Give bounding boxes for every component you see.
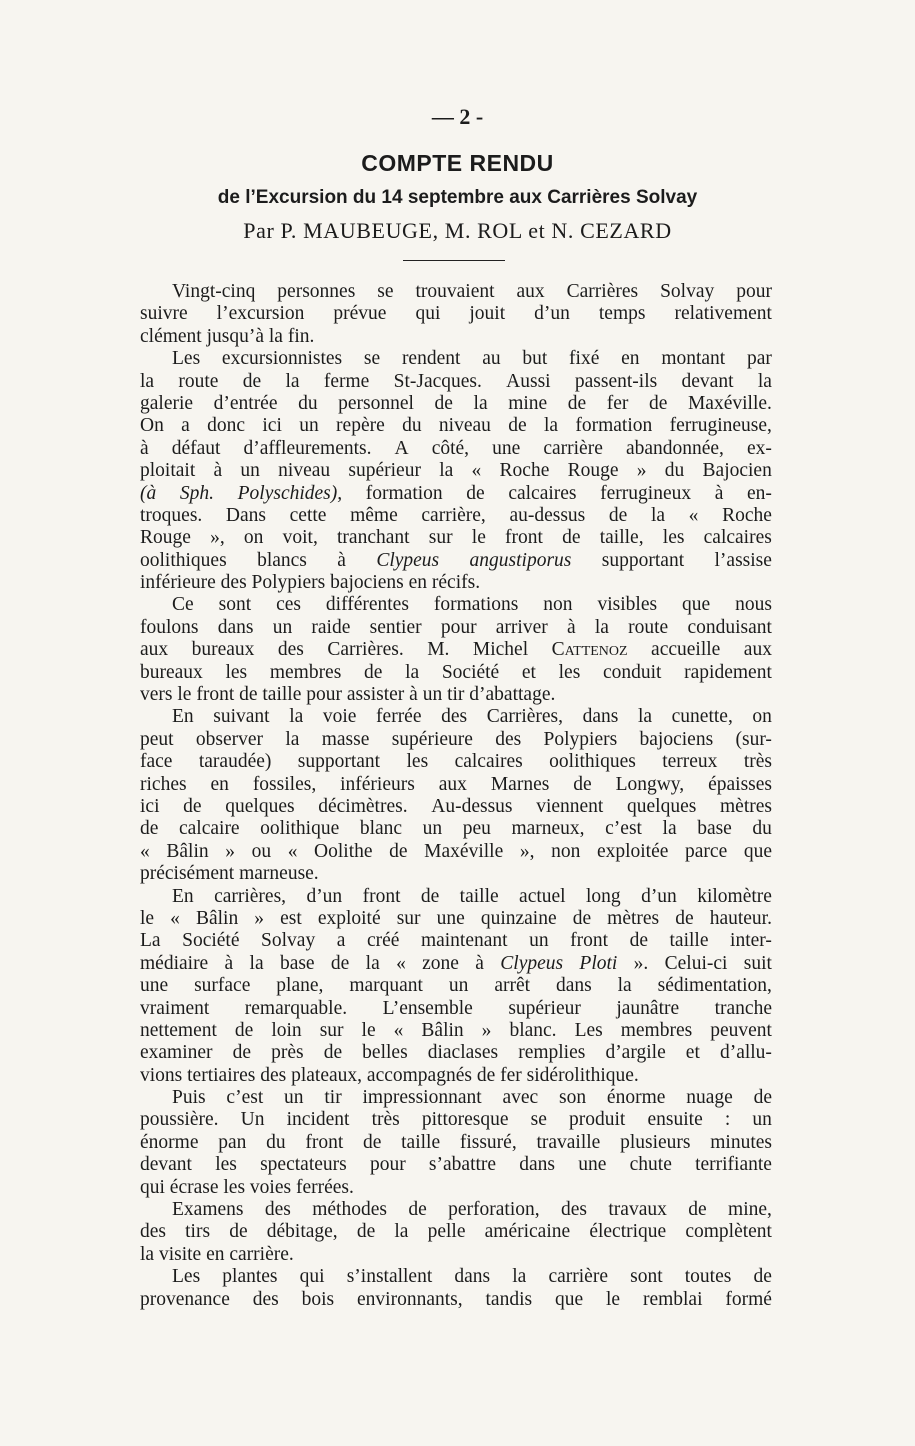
text-line: En carrières, d’un front de taille actuel long d’un kilomètre bbox=[172, 885, 772, 907]
text-line: vions tertiaires des plateaux, accompagnés de fer sidérolithique. bbox=[140, 1064, 639, 1086]
report-authors: Par P. MAUBEUGE, M. ROL et N. CEZARD bbox=[243, 218, 672, 243]
text-line: face taraudée) supportant les calcaires oolithiques terreux très bbox=[140, 751, 772, 773]
text-line: oolithiques blancs à Clypeus angustiporus supportant l’assise bbox=[140, 549, 772, 571]
text-line: précisément marneuse. bbox=[140, 863, 319, 885]
text-line: inférieure des Polypiers bajociens en récifs. bbox=[140, 572, 481, 594]
text-line: riches en fossiles, inférieurs aux Marnes de Longwy, épaisses bbox=[140, 773, 772, 795]
report-body bbox=[140, 281, 772, 1311]
text-line: Les plantes qui s’installent dans la carrière sont toutes de bbox=[172, 1266, 772, 1288]
text-line: à défaut d’affleurements. A côté, une carrière abandonnée, ex- bbox=[140, 437, 772, 459]
text-line: de calcaire oolithique blanc un peu marneux, c’est la base du bbox=[140, 818, 772, 840]
page-number: — 2 - bbox=[431, 104, 484, 129]
text-line: des tirs de débitage, de la pelle américaine électrique complètent bbox=[140, 1221, 772, 1243]
text-line: qui écrase les voies ferrées. bbox=[140, 1176, 354, 1198]
text-line: vraiment remarquable. L’ensemble supérieur jaunâtre tranche bbox=[140, 997, 772, 1019]
text-line: ici de quelques décimètres. Au-dessus viennent quelques mètres bbox=[140, 795, 772, 817]
text-line: foulons dans un raide sentier pour arriver à la route conduisant bbox=[140, 616, 772, 638]
text-line: (à Sph. Polyschides), formation de calcaires ferrugineux à en- bbox=[140, 482, 772, 504]
text-line: une surface plane, marquant un arrêt dans la sédimentation, bbox=[140, 975, 772, 997]
text-line: ploitait à un niveau supérieur la « Roche Rouge » du Bajocien bbox=[140, 460, 772, 482]
report-subtitle: de l’Excursion du 14 septembre aux Carrières Solvay bbox=[217, 187, 698, 208]
text-line: le « Bâlin » est exploité sur une quinzaine de mètres de hauteur. bbox=[140, 907, 772, 929]
text-line: Les excursionnistes se rendent au but fixé en montant par bbox=[172, 348, 772, 370]
text-line: En suivant la voie ferrée des Carrières, dans la cunette, on bbox=[172, 706, 772, 728]
text-line: « Bâlin » ou « Oolithe de Maxéville », non exploitée parce que bbox=[140, 840, 772, 862]
text-line: On a donc ici un repère du niveau de la formation ferrugineuse, bbox=[140, 415, 772, 437]
text-line: énorme pan du front de taille fissuré, travaille plusieurs minutes bbox=[140, 1131, 772, 1153]
text-line: Puis c’est un tir impressionnant avec son énorme nuage de bbox=[172, 1087, 772, 1109]
text-line: provenance des bois environnants, tandis que le remblai formé bbox=[140, 1288, 772, 1310]
text-line: Vingt-cinq personnes se trouvaient aux Carrières Solvay pour bbox=[172, 281, 772, 302]
text-line: la visite en carrière. bbox=[140, 1243, 294, 1265]
text-line: Ce sont ces différentes formations non visibles que nous bbox=[172, 594, 772, 616]
text-line: La Société Solvay a créé maintenant un front de taille inter- bbox=[140, 930, 772, 952]
text-line: devant les spectateurs pour s’abattre dans une chute terrifiante bbox=[140, 1154, 772, 1176]
text-line: Rouge », on voit, tranchant sur le front de taille, les calcaires bbox=[140, 527, 772, 549]
text-line: examiner de près de belles diaclases remplies d’argile et d’allu- bbox=[140, 1042, 772, 1064]
text-line: vers le front de taille pour assister à un tir d’abattage. bbox=[140, 684, 556, 706]
text-line: troques. Dans cette même carrière, au-dessus de la « Roche bbox=[140, 504, 772, 526]
text-line: nettement de loin sur le « Bâlin » blanc. Les membres peuvent bbox=[140, 1019, 772, 1041]
text-line: aux bureaux des Carrières. M. Michel Cattenoz accueille aux bbox=[140, 639, 772, 661]
text-line: la route de la ferme St-Jacques. Aussi passent-ils devant la bbox=[140, 370, 772, 392]
text-line: suivre l’excursion prévue qui jouit d’un temps relativement bbox=[140, 303, 772, 325]
text-line: galerie d’entrée du personnel de la mine de fer de Maxéville. bbox=[140, 392, 772, 414]
text-line: médiaire à la base de la « zone à Clypeus Ploti ». Celui-ci suit bbox=[140, 952, 772, 974]
text-line: clément jusqu’à la fin. bbox=[140, 325, 315, 347]
title-divider bbox=[403, 260, 505, 261]
text-line: peut observer la masse supérieure des Polypiers bajociens (sur- bbox=[140, 728, 772, 750]
report-title: COMPTE RENDU bbox=[361, 150, 554, 176]
text-line: poussière. Un incident très pittoresque se produit ensuite : un bbox=[140, 1109, 772, 1131]
text-line: bureaux les membres de la Société et les conduit rapidement bbox=[140, 661, 772, 683]
text-line: Examens des méthodes de perforation, des travaux de mine, bbox=[172, 1199, 772, 1221]
